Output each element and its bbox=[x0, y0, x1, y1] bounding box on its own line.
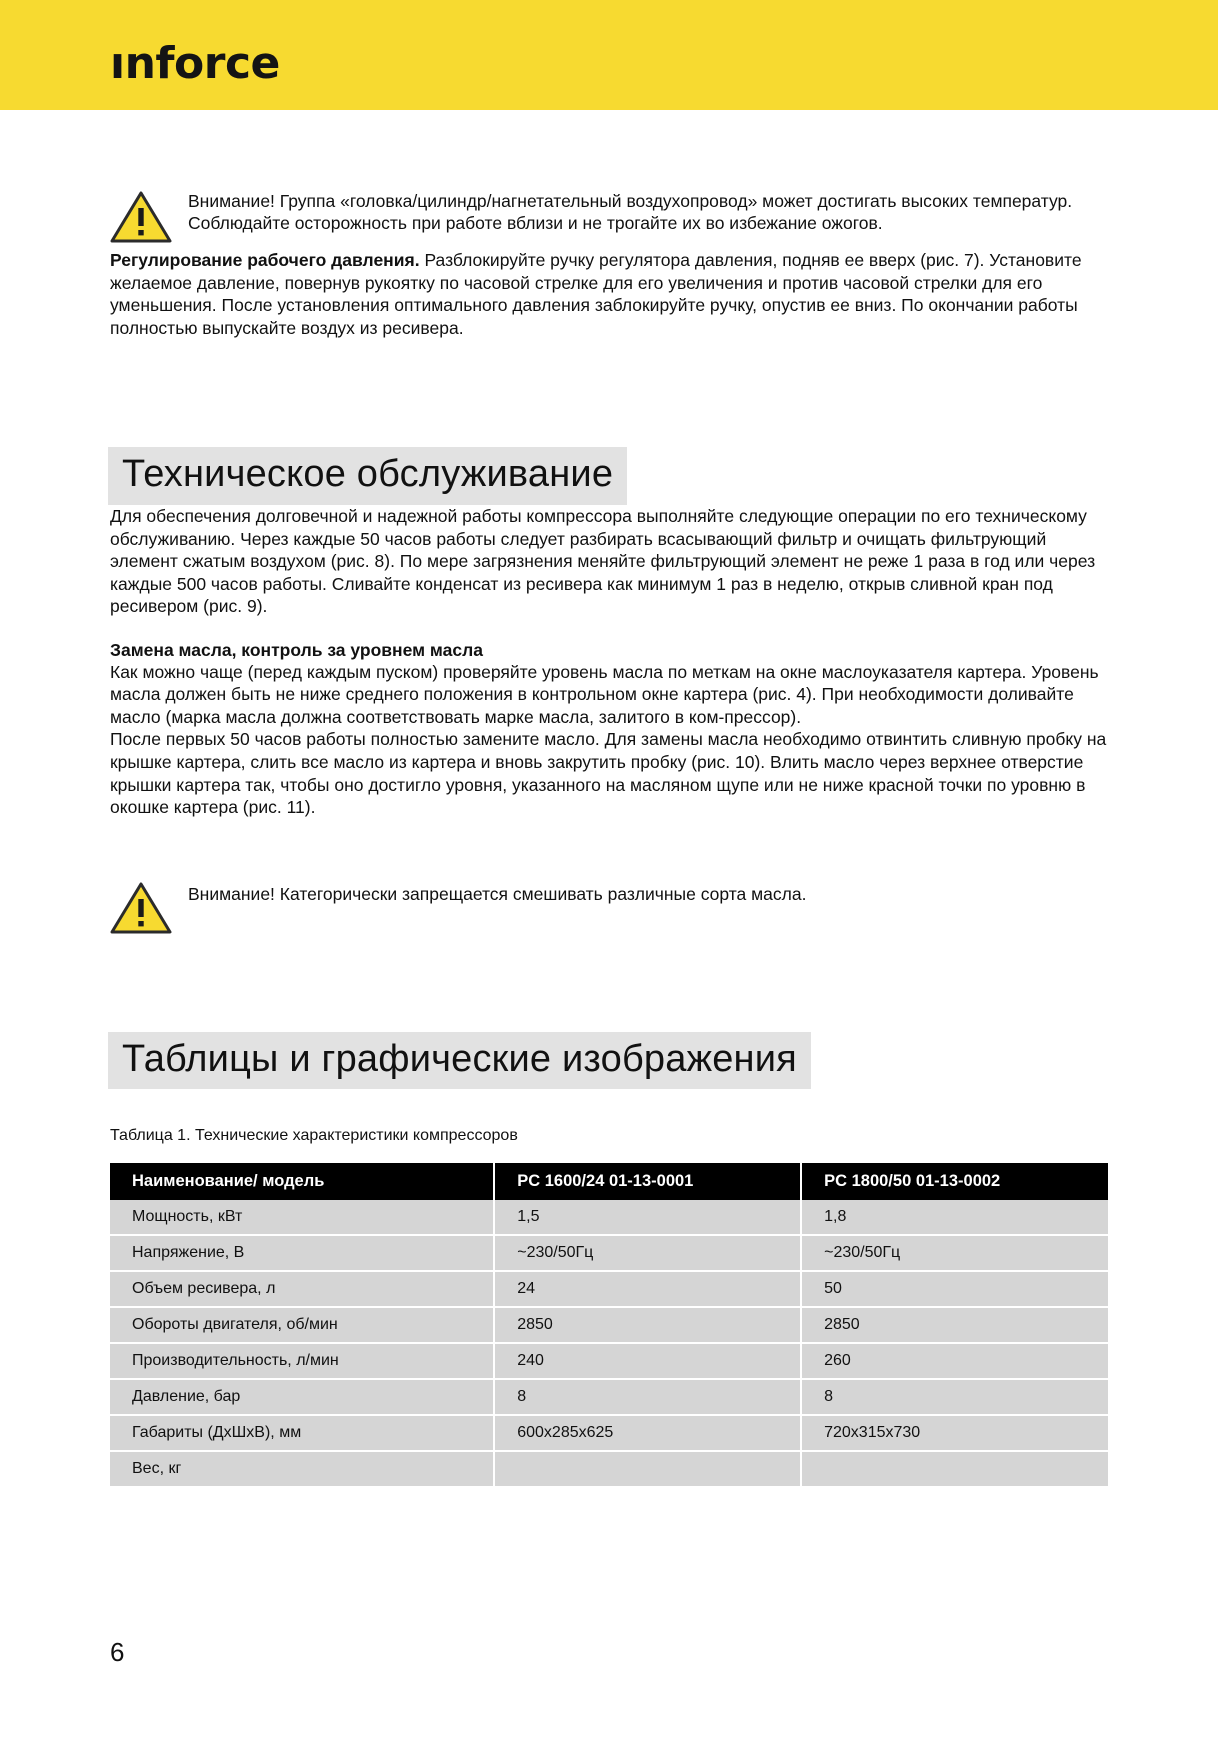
warning-block-temperature bbox=[110, 188, 1108, 249]
table-cell-value: 1,8 bbox=[801, 1200, 1108, 1235]
maintenance-heading-wrap bbox=[110, 339, 1108, 505]
table-cell-value: 1,5 bbox=[494, 1200, 801, 1235]
table-cell-value: 8 bbox=[801, 1379, 1108, 1415]
table-row bbox=[110, 1200, 1108, 1235]
table-cell-value: 600x285x625 bbox=[494, 1415, 801, 1451]
table-cell-parameter: Давление, бар bbox=[110, 1379, 494, 1415]
table-cell-parameter: Обороты двигателя, об/мин bbox=[110, 1307, 494, 1343]
table-row bbox=[110, 1451, 1108, 1486]
table-cell-value: 2850 bbox=[494, 1307, 801, 1343]
table-cell-parameter: Мощность, кВт bbox=[110, 1200, 494, 1235]
section-heading-tables: Таблицы и графические изображения bbox=[108, 1032, 811, 1090]
table-cell-parameter: Вес, кг bbox=[110, 1451, 494, 1486]
table-row bbox=[110, 1343, 1108, 1379]
table-cell-value: 50 bbox=[801, 1271, 1108, 1307]
page-number: 6 bbox=[110, 1637, 125, 1667]
table-cell-value: ~230/50Гц bbox=[801, 1235, 1108, 1271]
table-row bbox=[110, 1235, 1108, 1271]
sub-heading-oil-change: Замена масла, контроль за уровнем масла bbox=[110, 639, 483, 660]
warning-block-oil-mixing bbox=[110, 881, 1108, 940]
paragraph-oil-level: Как можно чаще (перед каждым пуском) проверяйте уровень масла по меткам на окне маслоуказателя картера. Уровень масла должен быть не ниже среднего положения в контрольном окне картера (рис. 4). При необходимости доливайте масло (марка масла должна соответствовать марке масла, залитого в ком-прессор). bbox=[110, 661, 1099, 727]
table-row bbox=[110, 1415, 1108, 1451]
warning-triangle-icon bbox=[110, 881, 172, 940]
page-content bbox=[0, 188, 1218, 1486]
table-cell-parameter: Габариты (ДхШхВ), мм bbox=[110, 1415, 494, 1451]
table-header-cell-model-b: PC 1800/50 01-13-0002 bbox=[801, 1163, 1108, 1200]
table-header-row bbox=[110, 1163, 1108, 1200]
table-header-cell-model-a: PC 1600/24 01-13-0001 bbox=[494, 1163, 801, 1200]
table-row bbox=[110, 1271, 1108, 1307]
table-cell-value: 720x315x730 bbox=[801, 1415, 1108, 1451]
table-caption: Таблица 1. Технические характеристики компрессоров bbox=[110, 1127, 518, 1145]
paragraph-pressure-body: Разблокируйте ручку регулятора давления, подняв ее вверх (рис. 7). Установите желаемое давление, повернув рукоятку по часовой стрелке для его увеличения и против часовой стрелки для его уменьшения. После установления оптимального давления заблокируйте ручку, опустив ее вниз. По окончании работы полностью выпускайте воздух из ресивера. bbox=[110, 250, 1082, 338]
paragraph-maintenance: Для обеспечения долговечной и надежной работы компрессора выполняйте следующие операции по его техническому обслуживанию. Через каждые 50 часов работы следует разбирать всасывающий фильтр и очищать фильтрующий элемент сжатым воздухом (рис. 8). По мере загрязнения меняйте фильтрующий элемент не реже 1 раза в год или через каждые 500 часов работы. Сливайте конденсат из ресивера как минимум 1 раз в неделю, открыв сливной кран под ресивером (рис. 9). bbox=[110, 505, 1096, 617]
table-cell-value: ~230/50Гц bbox=[494, 1235, 801, 1271]
table-cell-value: 24 bbox=[494, 1271, 801, 1307]
paragraph-pressure-regulation bbox=[110, 249, 1108, 339]
table-cell-value bbox=[801, 1451, 1108, 1486]
warning-text-temperature: Внимание! Группа «головка/цилиндр/нагнетательный воздухопровод» может достигать высоких температур. Соблюдайте осторожность при работе вблизи и не трогайте их во избежание ожогов. bbox=[188, 191, 1073, 234]
tables-heading-wrap bbox=[110, 940, 1108, 1090]
table-cell-parameter: Напряжение, В bbox=[110, 1235, 494, 1271]
warning-text-oil-mixing: Внимание! Категорически запрещается смешивать различные сорта масла. bbox=[188, 883, 807, 904]
specifications-table bbox=[110, 1163, 1108, 1486]
table-row bbox=[110, 1379, 1108, 1415]
section-heading-maintenance: Техническое обслуживание bbox=[108, 447, 627, 505]
table-cell-value: 2850 bbox=[801, 1307, 1108, 1343]
paragraph-pressure-lead: Регулирование рабочего давления. bbox=[110, 250, 420, 270]
table-cell-value: 8 bbox=[494, 1379, 801, 1415]
table-cell-value: 260 bbox=[801, 1343, 1108, 1379]
table-body bbox=[110, 1200, 1108, 1486]
table-row bbox=[110, 1307, 1108, 1343]
warning-triangle-icon bbox=[110, 190, 172, 249]
brand-logo: ınforce bbox=[110, 38, 280, 89]
table-cell-value: 240 bbox=[494, 1343, 801, 1379]
table-head bbox=[110, 1163, 1108, 1200]
table-cell-parameter: Объем ресивера, л bbox=[110, 1271, 494, 1307]
header-banner bbox=[0, 0, 1218, 110]
table-header-cell-name: Наименование/ модель bbox=[110, 1163, 494, 1200]
table-cell-value bbox=[494, 1451, 801, 1486]
table-cell-parameter: Производительность, л/мин bbox=[110, 1343, 494, 1379]
paragraph-oil-replacement: После первых 50 часов работы полностью замените масло. Для замены масла необходимо отвинтить сливную пробку на крышке картера, слить все масло из картера и вновь закрутить пробку (рис. 10). Влить масло через верхнее отверстие крышки картера так, чтобы оно достигло уровня, указанного на масляном щупе или не ниже красной точки по уровню в окошке картера (рис. 11). bbox=[110, 729, 1107, 818]
